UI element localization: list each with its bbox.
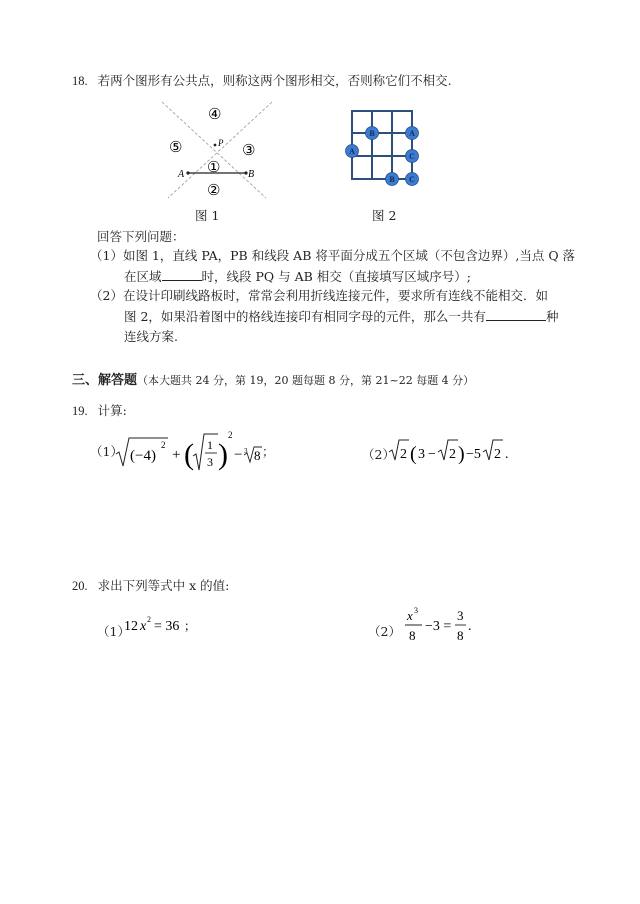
svg-text:8: 8 [254, 448, 261, 463]
svg-text:3: 3 [244, 447, 248, 455]
q18-part2-line3: 连线方案. [124, 329, 178, 344]
point-p [214, 144, 217, 147]
part-label: （1） [90, 248, 123, 263]
svg-text:−: − [234, 447, 243, 463]
q18-part2-line1 [90, 288, 548, 304]
region-3: ③ [242, 143, 256, 159]
q20-part1-label: （1） [97, 624, 130, 639]
svg-text:= 36: = 36 [154, 619, 180, 634]
svg-text:.: . [505, 447, 509, 462]
q20-part2-label: （2） [368, 624, 401, 639]
grid [352, 111, 412, 179]
svg-text:2: 2 [494, 447, 501, 462]
part2-text: 种 [545, 309, 559, 324]
svg-text:−: − [428, 447, 436, 462]
svg-text:+: + [172, 447, 181, 463]
part2-text: 图 2，如果沿着图中的格线连接印有相同字母的元件，那么一共有 [124, 309, 486, 324]
svg-text:1: 1 [207, 438, 213, 452]
figure-2-caption: 图 2 [372, 208, 397, 223]
svg-text:2: 2 [228, 430, 233, 440]
svg-text:3: 3 [457, 608, 464, 623]
svg-text:8: 8 [457, 628, 464, 643]
q19-part1-expression [114, 426, 264, 476]
q19-header [72, 403, 127, 419]
node-label: C [409, 152, 415, 161]
part1-text: 在区域 [124, 269, 162, 284]
q20-title: 求出下列等式中 x 的值: [97, 578, 230, 593]
figure-1-caption: 图 1 [195, 208, 220, 223]
svg-text:−3 =: −3 = [425, 619, 452, 634]
q18-part1-line2 [124, 268, 471, 285]
node-label: C [409, 175, 415, 184]
node-label: A [349, 147, 355, 156]
q19-title: 计算: [97, 403, 127, 418]
part1-text: 如图 1，直线 PA，PB 和线段 AB 将平面分成五个区域（不包含边界）,当点 Q 落 [122, 248, 576, 263]
svg-text:2: 2 [400, 447, 407, 462]
node-label: B [369, 129, 375, 138]
label-p: P [218, 138, 224, 148]
q20-part2-expression [404, 604, 479, 648]
section-note: （本大题共 24 分，第 19，20 题每题 8 分，第 21~22 每题 4 分） [137, 374, 475, 387]
part1-text: 时，线段 PQ 与 AB 相交（直接填写区域序号）; [201, 269, 471, 284]
region-4: ④ [208, 107, 222, 123]
q19-part2-expression [388, 434, 513, 468]
figure-1 [158, 100, 278, 200]
answer-blank[interactable] [486, 308, 546, 321]
region-2: ② [207, 183, 221, 199]
question-number: 19. [72, 404, 88, 418]
svg-text:3: 3 [414, 606, 418, 615]
part-label: （2） [90, 288, 123, 303]
svg-text:): ) [458, 443, 465, 465]
svg-text:x: x [140, 619, 147, 634]
svg-text:(: ( [410, 443, 417, 465]
svg-text:2: 2 [449, 447, 456, 462]
question-number: 18. [72, 74, 88, 88]
svg-text:−5: −5 [466, 447, 481, 462]
svg-text:12: 12 [124, 619, 138, 634]
node-label: B [389, 175, 395, 184]
svg-text:8: 8 [409, 628, 416, 643]
region-1: ① [207, 160, 221, 176]
q18-prompt: 回答下列问题： [97, 229, 185, 244]
point-a [186, 171, 189, 174]
question-number: 20. [72, 579, 88, 593]
svg-text:2: 2 [161, 440, 166, 450]
svg-text:；: ； [184, 619, 197, 633]
q18-statement: 若两个图形有公共点，则称这两个图形相交，否则称它们不相交. [97, 73, 452, 88]
label-b: B [248, 169, 255, 180]
svg-text:): ) [218, 438, 228, 471]
svg-text:(: ( [184, 438, 194, 471]
svg-text:.: . [468, 619, 472, 634]
q20-part1-expression [124, 612, 197, 638]
part2-text: 在设计印刷线路板时，常常会利用折线连接元件，要求所有连线不能相交．如 [122, 288, 548, 303]
region-5: ⑤ [169, 140, 183, 156]
section-3-header [72, 372, 474, 389]
q20-header [72, 578, 229, 594]
q19-part1-end: ； [262, 444, 275, 459]
q19-part2-label: （2） [362, 447, 395, 462]
svg-text:(−4): (−4) [130, 448, 156, 464]
section-title: 三、解答题 [72, 373, 138, 388]
figure-2 [340, 108, 430, 188]
label-a: A [178, 169, 185, 180]
q18-part2-line2 [124, 308, 558, 325]
answer-blank[interactable] [162, 268, 202, 281]
node-label: A [409, 129, 415, 138]
q19-part1-label: （1） [90, 444, 123, 459]
q18-part1-line1 [90, 248, 575, 264]
svg-text:2: 2 [147, 615, 151, 624]
svg-text:3: 3 [418, 447, 425, 462]
svg-text:x: x [407, 608, 413, 623]
svg-text:3: 3 [207, 455, 213, 469]
q18-header [72, 73, 452, 89]
